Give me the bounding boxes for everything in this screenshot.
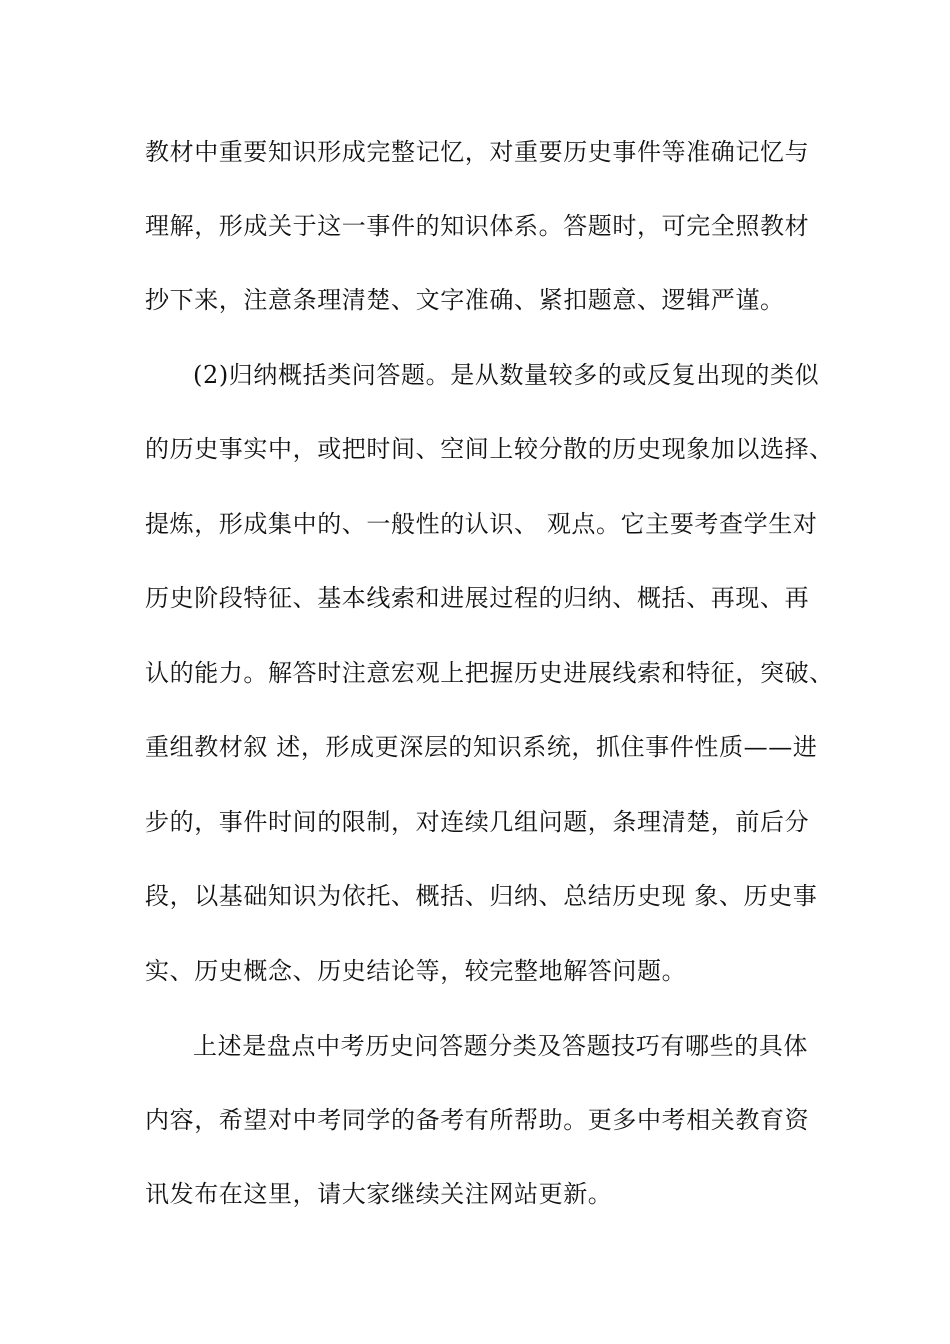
text-line: 理解，形成关于这一事件的知识体系。答题时，可完全照教材 bbox=[145, 212, 810, 240]
text-line: 历史阶段特征、基本线索和进展过程的归纳、概括、再现、再 bbox=[145, 584, 810, 612]
paragraph-start-line: (2)归纳概括类问答题。是从数量较多的或反复出现的类似 bbox=[193, 361, 820, 389]
text-line: 重组教材叙 述，形成更深层的知识系统，抓住事件性质——进 bbox=[145, 733, 818, 761]
text-line: 步的，事件时间的限制，对连续几组问题，条理清楚，前后分 bbox=[145, 808, 810, 836]
text-line: 讯发布在这里，请大家继续关注网站更新。 bbox=[145, 1180, 613, 1208]
paragraph-start-line: 上述是盘点中考历史问答题分类及答题技巧有哪些的具体 bbox=[193, 1032, 808, 1060]
text-line: 认的能力。解答时注意宏观上把握历史进展线索和特征，突破、 bbox=[145, 659, 834, 687]
text-line: 教材中重要知识形成完整记忆，对重要历史事件等准确记忆与 bbox=[145, 138, 810, 166]
text-line: 内容，希望对中考同学的备考有所帮助。更多中考相关教育资 bbox=[145, 1106, 810, 1134]
text-line: 提炼，形成集中的、一般性的认识、 观点。它主要考查学生对 bbox=[145, 510, 818, 538]
text-line: 实、历史概念、历史结论等，较完整地解答问题。 bbox=[145, 957, 687, 985]
text-line: 抄下来，注意条理清楚、文字准确、紧扣题意、逻辑严谨。 bbox=[145, 286, 785, 314]
text-line: 的历史事实中，或把时间、空间上较分散的历史现象加以选择、 bbox=[145, 435, 834, 463]
text-line: 段，以基础知识为依托、概括、归纳、总结历史现 象、历史事 bbox=[145, 882, 818, 910]
